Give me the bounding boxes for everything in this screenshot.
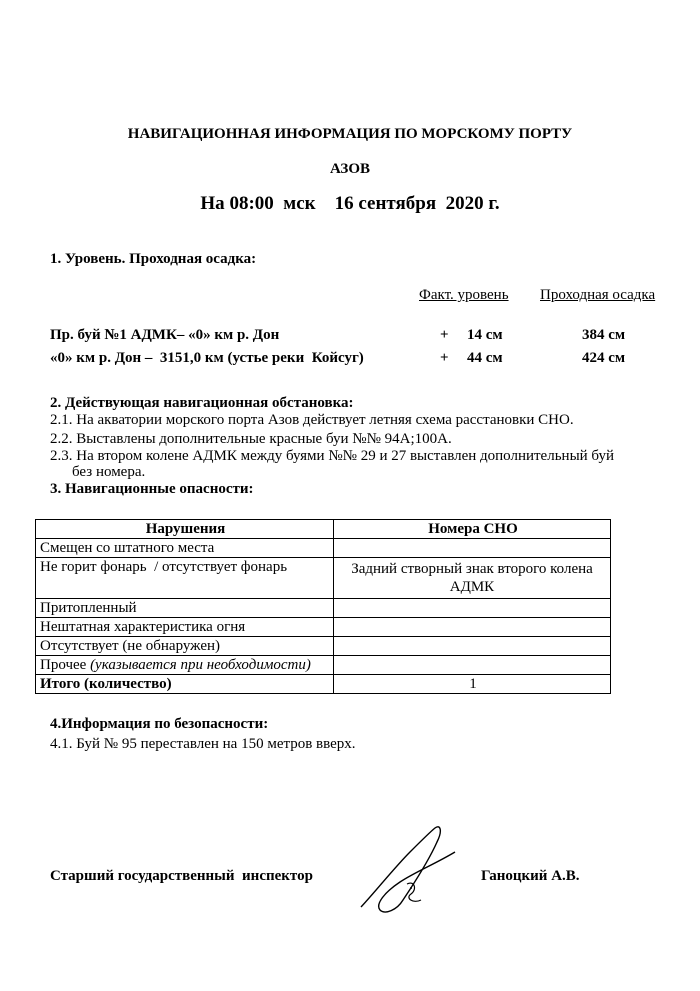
signer-name: Ганоцкий А.В. [481,868,580,884]
violation-cell: Притопленный [36,599,334,618]
numbers-cell [334,656,611,675]
total-value: 1 [334,675,611,694]
table-total-row [36,675,611,694]
section2-item-continuation: без номера. [72,464,146,480]
total-label: Итого (количество) [36,675,334,694]
col-level-header: Факт. уровень [419,287,509,303]
date: 16 сентября 2020 г. [334,193,500,214]
level-row-draft: 384 см [582,327,626,343]
section2-heading: 2. Действующая навигационная обстановка: [50,395,354,411]
title-line-1: НАВИГАЦИОННАЯ ИНФОРМАЦИЯ ПО МОРСКОМУ ПОРТУ [127,126,573,142]
section2-item: 2.1. На акватории морского порта Азов действует летняя схема расстановки СНО. [50,412,574,428]
section2-item: 2.3. На втором колене АДМК между буями №№ 29 и 27 выставлен дополнительный буй [50,448,615,464]
level-row-sign: + [440,350,449,366]
level-row-name: «0» км р. Дон – 3151,0 км (устье реки Койсуг) [50,350,364,366]
signature-image [355,822,465,917]
hazards-table [35,519,611,694]
numbers-cell [334,618,611,637]
numbers-cell [334,637,611,656]
violation-cell: Не горит фонарь / отсутствует фонарь [36,558,334,599]
numbers-cell [334,599,611,618]
other-label: Прочее [40,657,87,673]
col-numbers-header: Номера СНО [334,520,611,539]
other-cell [36,656,334,675]
level-row-draft: 424 см [582,350,626,366]
table-row [36,539,611,558]
table-row [36,599,611,618]
numbers-cell [334,539,611,558]
timezone: мск [283,193,316,214]
section4-heading: 4.Информация по безопасности: [50,716,269,732]
section3-heading: 3. Навигационные опасности: [50,481,254,497]
col-draft-header: Проходная осадка [540,287,656,303]
date-line [0,193,700,215]
time: 08:00 [229,193,274,214]
violation-cell: Смещен со штатного места [36,539,334,558]
date-prefix: На [200,193,225,214]
section1-heading: 1. Уровень. Проходная осадка: [50,251,257,267]
violation-cell: Отсутствует (не обнаружен) [36,637,334,656]
level-row-level: 14 см [467,327,503,343]
level-row-name: Пр. буй №1 АДМК– «0» км р. Дон [50,327,280,343]
table-row [36,558,611,599]
numbers-cell: Задний створный знак второго колена АДМК [334,558,611,599]
table-row-other [36,656,611,675]
section4-item: 4.1. Буй № 95 переставлен на 150 метров вверх. [50,736,356,752]
level-row-level: 44 см [467,350,503,366]
violation-cell: Нештатная характеристика огня [36,618,334,637]
title-line-2: АЗОВ [329,161,371,177]
table-row [36,637,611,656]
signer-position: Старший государственный инспектор [50,868,313,884]
col-violation-header: Нарушения [36,520,334,539]
other-note: (указывается при необходимости) [90,657,311,673]
table-header-row [36,520,611,539]
level-row-sign: + [440,327,449,343]
table-row [36,618,611,637]
section2-item: 2.2. Выставлены дополнительные красные буи №№ 94А;100А. [50,431,452,447]
